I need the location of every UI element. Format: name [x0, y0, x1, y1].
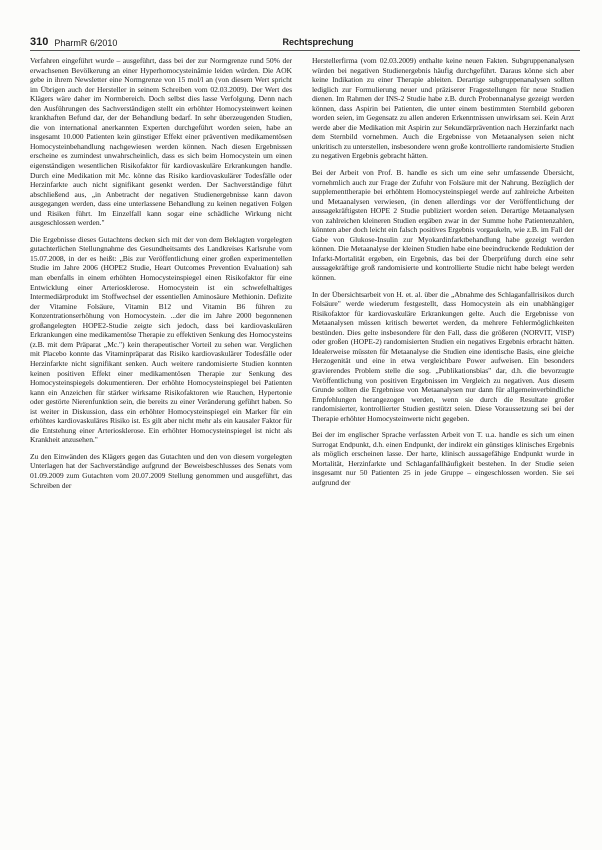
left-column	[30, 56, 292, 836]
page-number: 310	[30, 36, 49, 48]
section-title: Rechtsprechung	[282, 37, 354, 47]
paragraph: Die Ergebnisse dieses Gutachtens decken sich mit der von dem Beklagten vorgelegten gutachterlichen Stellungnahme des Gesundheitsamts des Landkreises Karlsruhe vom 15.07.2008, in der es heißt: „Bis zur Veröffentlichung einer großen experimentellen Studie im Jahre 2006 (HOPE2 Studie, Heart Outcomes Prevention Evaluation) sah man ebenfalls in einem erhöhten Homocysteinspiegel einen Risikofaktor für eine Entwicklung einer Arteriosklerose. Homocystein ist ein schwefelhaltiges Intermediärprodukt im Stoffwechsel der essentiellen Aminosäure Methionin. Defizite der Vitamine Folsäure, Vitamin B12 und Vitamin B6 führen zu Konzentrationserhöhung von Homocystein. ...der die im Jahre 2000 begonnenen großangelegten HOPE2-Studie zeigte sich jedoch, dass bei kardiovaskulären Erkrankungen eine medikamentöse Therapie zu effektiven Senkung des Homocysteins (z.B. mit dem Präparat „Mc.") kein therapeutischer Vorteil zu sehen war. Verglichen mit Placebo konnte das Vitaminpräparat das Risiko kardiovaskulärer Todesfälle oder Herzinfarkte nicht signifikant senken. Auch weitere randomisierte Studien konnten keinen positiven Effekt einer medikamentösen Therapie zur Senkung des Homocysteinspiegels dokumentieren. Der erhöhte Homocysteinspiegel bei Patienten kann ein Anzeichen für stärker wirksame Risikofaktoren wie Rauchen, Hypertonie oder gestörte Nierenfunktion sein, die bereits zu einer Veränderung geführt haben. So ist weiter in Diskussion, dass ein erhöhter Homocysteinspiegel ein Marker für ein erhöhtes kardiovaskuläres Risiko ist. Es gilt aber nicht mehr als ein kausaler Faktor für die Entstehung einer Arteriosklerose. Ein erhöhter Homocysteinspiegel ist nicht als Krankheit anzusehen."	[30, 234, 292, 445]
right-column	[312, 56, 574, 836]
journal-name: PharmR 6/2010	[54, 38, 118, 48]
paragraph: Herstellerfirma (vom 02.03.2009) enthalte keine neuen Fakten. Subgruppenanalysen würden bei negativen Studienergebnis häufig durchgeführt. Daraus könne sich aber keine Indikation zu einer Therapie ableiten. Derartige subgruppenanalysen sollten lediglich zur Formulierung neuer und präziserer Fragestellungen für neue Studien dienen. Im Rahmen der INS-2 Studie habe z.B. durch Probennanalyse gezeigt werden können, dass Aspirin bei Patienten, die unter einem bestimmten Sternbild geboren worden seien, im Gegensatz zu allen anderen Erkenntnissen unwirksam sei. Kein Arzt werde aber die Medikation mit Aspirin zur Sekundärprävention nach Herzinfarkt nach dem Sternbild vornehmen. Auch die Ergebnisse von Metaanalysen seien nicht unkritisch zu unterstellen, insbesondere wenn große kontrollierte randomisierte Studien zu negativen Ergebnis gebracht hätten.	[312, 56, 574, 161]
paragraph: In der Übersichtsarbeit von H. et. al. über die „Abnahme des Schlaganfallrisikos durch Folsäure" werde wiederum festgestellt, dass Homocystein als ein unabhängiger Risikofaktor für kardiovaskuläre Erkrankungen gelte. Auch die Ergebnisse von Metaanalysen müssen kritisch bewertet werden, da mehrere Fehlermöglichkeiten bestünden. Dies gelte insbesondere für den Fall, dass die größeren (NORVIT, VISP) oder großen (HOPE-2) randomisierten Studien ein negatives Ergebnis erbracht hätten. Idealerweise müssten für Metaanalyse die Studien eine identische Basis, eine gleiche Herzogenität und eine in etwa vergleichbare Power aufweisen. Ein besonders gravierendes Problem stelle die sog. „Publikationsbias" dar, d.h. die bevorzugte Veröffentlichung von positiven Ergebnissen im Vergleich zu negativen. Aus diesem Grunde sollten die Ergebnisse von Metaanalysen nur dann für allgemeinverbindliche Empfehlungen herangezogen werden, wenn sie durch die Resultate großer randomisierter, kontrollierter Studien gestützt seien. Diese Voraussetzung sei bei der Therapie erhöhter Homocysteinwerte nicht gegeben.	[312, 289, 574, 423]
header-rule	[30, 50, 580, 51]
paragraph: Bei der Arbeit von Prof. B. handle es sich um eine sehr umfassende Übersicht, vornehmlich auch zur Frage der Zufuhr von Folsäure mit der Nahrung. Bezüglich der supplementtherapie bei erhöhtem Homocysteinspiegel werde auf zahlreiche Arbeiten und Metaanalysen verwiesen, (in denen allerdings vor der Veröffentlichung der aussagekräftigsten HOPE 2 Studie publiziert worden seien. Derartige Metaanalysen von zahlreichen kleineren Studien ergäben zwar in der Summe hohe Patientenzahlen, könnten aber doch leicht ein falsch positives Ergebnis vorgaukeln, wie z.B. im Fall der Gabe von Glukose-Insulin zur Myokardinfarktbehandlung habe gezeigt werden können. Die Metaanalyse der kleinen Studien habe eine beeindruckende Reduktion der Infarkt-Mortalität ergeben, ein Ergebnis, das bei der Überprüfung durch eine sehr aussagekräftige groß randomisierte und kontrollierte Studie nicht habe belegt werden können.	[312, 168, 574, 283]
paragraph: Bei der im englischer Sprache verfassten Arbeit von T. u.a. handle es sich um einen Surrogat Endpunkt, d.h. einen Endpunkt, der indirekt ein günstiges klinisches Ergebnis als möglich erscheinen lasse. Der harte, klinisch aussagefähige Endpunkt wurde in Mortalität, Herzinfarkte und Schlaganfallhäufigkeit bestehen. In der Studie seien insgesamt nur 50 Patienten 25 in jede Gruppe – eingeschlossen worden. Sie sei aufgrund der	[312, 430, 574, 487]
paragraph: Verfahren eingeführt wurde – ausgeführt, dass bei der zur Normgrenze rund 50% der erwachsenen Bevölkerung an einer Hyperhomocysteinämie leiden würden. Die AOK gebe in ihrem Newsletter eine Normgrenze von 15 mol/l an (von diesem Wert spricht im Übrigen auch der Hersteller in seinem Schreiben vom 02.03.2009). Der Wert des Klägers wäre daher im Normbereich. Doch selbst dies lasse Verfolgung. Denn nach den Ausführungen des Sachverständigen stellt ein erhöhter Homocysteinwert keinen krankhaften Befund dar, der der Behandlung bedarf. In sehr überzeugenden Studien, die von international anerkannten Experten durchgeführt worden seien, habe an insgesamt 10.000 Patienten kein günstiger Effekt einer präventiven medikamentösen Homocysteinbehandlung nachgewiesen werden können. Nach diesen Ergebnissen erscheine es zumindest unwahrscheinlich, dass es sich beim Homocystein um einen eigenständigen wesentlichen Risikofaktor für kardiovaskuläre Erkrankungen handle. Durch eine Medikation mit Mc. könne das Risiko kardiovaskulärer Todesfälle oder Herzinfarkte auch nicht signifikant gesenkt werden. Der Sachverständige führt abschließend aus, „in Anbetracht der negativen Studienergebnisse kann davon ausgegangen werden, dass eine unterlassene Behandlung zu keinen negativen Folgen und Risiken führt. Im Einzelfall kann sogar eine schädliche Wirkung nicht ausgeschlossen werden."	[30, 56, 292, 228]
paragraph: Zu den Einwänden des Klägers gegen das Gutachten und den von diesem vorgelegten Unterlagen hat der Sachverständige aufgrund der Beweisbeschlusses des Senats vom 01.09.2009 zum Gutachten vom 20.07.2009 Stellung genommen und ausgeführt, das Schreiben der	[30, 451, 292, 490]
